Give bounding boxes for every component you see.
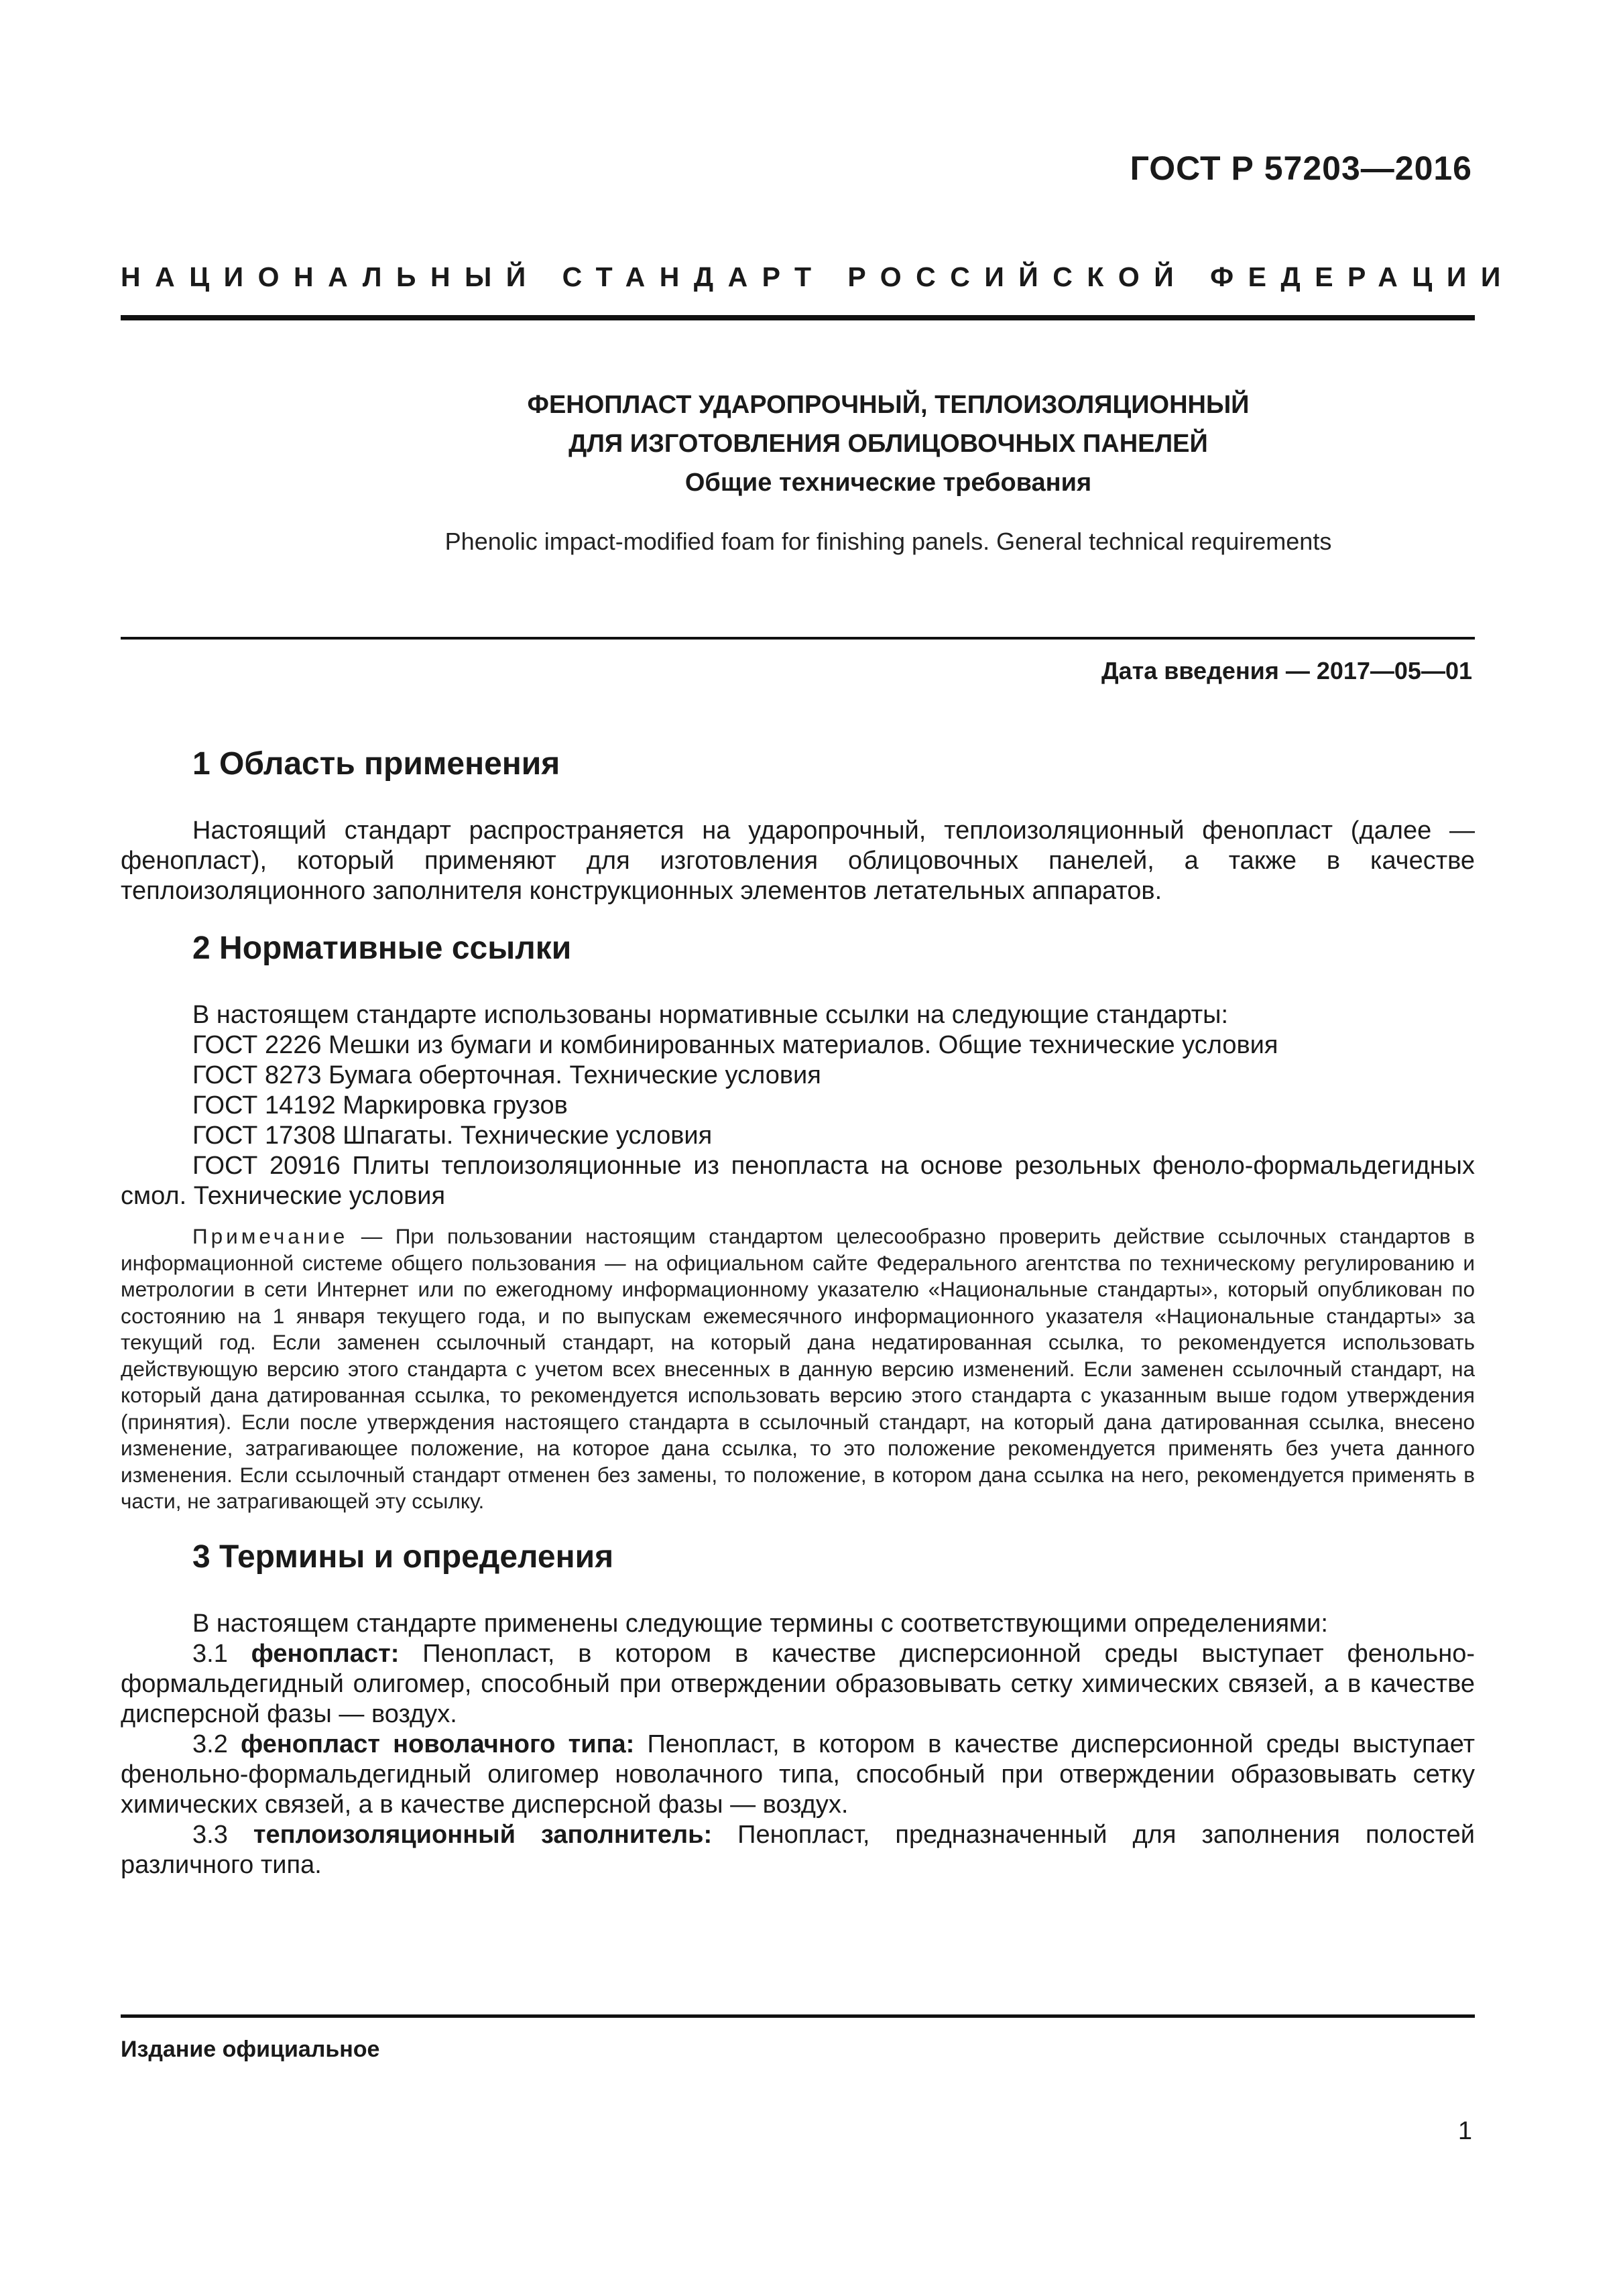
standard-code: ГОСТ Р 57203—2016 bbox=[1130, 149, 1472, 187]
term-text: Пенопласт, в котором в качестве дисперсионной среды выступает фенольно-формальдегидный олигомер новолачного типа, способный при отверждении образовывать сетку химических связей, а в качестве дисперсной фазы — воздух. bbox=[121, 1730, 1475, 1819]
section-1-heading: 1 Область применения bbox=[192, 746, 560, 782]
title-block bbox=[121, 385, 1475, 558]
reference-item: ГОСТ 20916 Плиты теплоизоляционные из пенопласта на основе резольных феноло-формальдегидных смол. Технические условия bbox=[121, 1152, 1475, 1210]
national-standard-banner: НАЦИОНАЛЬНЫЙ СТАНДАРТ РОССИЙСКОЙ ФЕДЕРАЦИИ bbox=[121, 261, 1515, 292]
header-rule bbox=[121, 315, 1475, 320]
term-number: 3.2 bbox=[192, 1730, 241, 1758]
reference-item: ГОСТ 17308 Шпагаты. Технические условия bbox=[192, 1122, 713, 1150]
term-number: 3.3 bbox=[192, 1820, 253, 1849]
term-name: теплоизоляционный заполнитель: bbox=[253, 1820, 713, 1849]
term-definition bbox=[121, 1730, 1475, 1820]
page-number: 1 bbox=[1457, 2117, 1472, 2145]
term-name: фенопласт новолачного типа: bbox=[240, 1730, 635, 1758]
reference-item: ГОСТ 14192 Маркировка грузов bbox=[192, 1091, 568, 1120]
edition-label: Издание официальное bbox=[121, 2037, 380, 2062]
term-text: Пенопласт, в котором в качестве дисперсионной среды выступает фенольно-формальдегидный олигомер, способный при отверждении образовывать сетку химических связей, а в качестве дисперсной фазы — воздух. bbox=[121, 1639, 1475, 1728]
title-line-2: ДЛЯ ИЗГОТОВЛЕНИЯ ОБЛИЦОВОЧНЫХ ПАНЕЛЕЙ bbox=[568, 430, 1208, 458]
term-text: Пенопласт, предназначенный для заполнения полостей различного типа. bbox=[121, 1820, 1475, 1879]
title-line-1: ФЕНОПЛАСТ УДАРОПРОЧНЫЙ, ТЕПЛОИЗОЛЯЦИОННЫЙ bbox=[527, 391, 1250, 419]
term-number: 3.1 bbox=[192, 1639, 251, 1668]
section-2-heading: 2 Нормативные ссылки bbox=[192, 930, 572, 966]
term-definition bbox=[121, 1820, 1475, 1880]
section-1-text: Настоящий стандарт распространяется на ударопрочный, теплоизоляционный фенопласт (далее — фенопласт), который применяют для изготовления облицовочных панелей, а также в качестве теплоизоляционного заполнителя конструкционных элементов летательных аппаратов. bbox=[121, 817, 1475, 905]
introduction-date: Дата введения — 2017—05—01 bbox=[1101, 657, 1472, 684]
note-text: — При пользовании настоящим стандартом целесообразно проверить действие ссылочных стандартов в информационной системе общего пользования — на официальном сайте Федерального агентства по техническому регулированию и метрологии в сети Интернет или по ежегодному информационному указателю «Национальные стандарты», который опубликован по состоянию на 1 января текущего года, и по выпускам ежемесячного информационного указателя «Национальные стандарты» за текущий год. Если заменен ссылочный стандарт, на который дана недатированная ссылка, то рекомендуется использовать действующую версию этого стандарта с учетом всех внесенных в данную версию изменений. Если заменен ссылочный стандарт, на который дана датированная ссылка, то рекомендуется использовать версию этого стандарта с указанным выше годом утверждения (принятия). Если после утверждения настоящего стандарта в ссылочный стандарт, на который дана датированная ссылка, внесено изменение, затрагивающее положение, на которое дана ссылка, то это положение рекомендуется применять без учета данного изменения. Если ссылочный стандарт отменен без замены, то положение, в котором дана ссылка на него, рекомендуется применять в части, не затрагивающей эту ссылку. bbox=[121, 1224, 1475, 1513]
term-name: фенопласт: bbox=[251, 1639, 400, 1668]
note-paragraph bbox=[121, 1223, 1475, 1515]
title-rule bbox=[121, 637, 1475, 640]
section-3-heading: 3 Термины и определения bbox=[192, 1538, 614, 1575]
title-english: Phenolic impact-modified foam for finishing panels. General technical requirements bbox=[444, 528, 1332, 555]
document-body bbox=[121, 741, 1475, 1880]
reference-item: ГОСТ 8273 Бумага оберточная. Технические условия bbox=[192, 1061, 821, 1089]
title-subtitle: Общие технические требования bbox=[684, 469, 1092, 497]
term-definition bbox=[121, 1639, 1475, 1730]
section-3-intro: В настоящем стандарте применены следующие термины с соответствующими определениями: bbox=[192, 1609, 1328, 1638]
reference-item: ГОСТ 2226 Мешки из бумаги и комбинированных материалов. Общие технические условия bbox=[192, 1031, 1278, 1059]
footer-rule bbox=[121, 2014, 1475, 2018]
note-label: Примечание bbox=[192, 1224, 349, 1248]
section-2-intro: В настоящем стандарте использованы нормативные ссылки на следующие стандарты: bbox=[192, 1001, 1229, 1029]
